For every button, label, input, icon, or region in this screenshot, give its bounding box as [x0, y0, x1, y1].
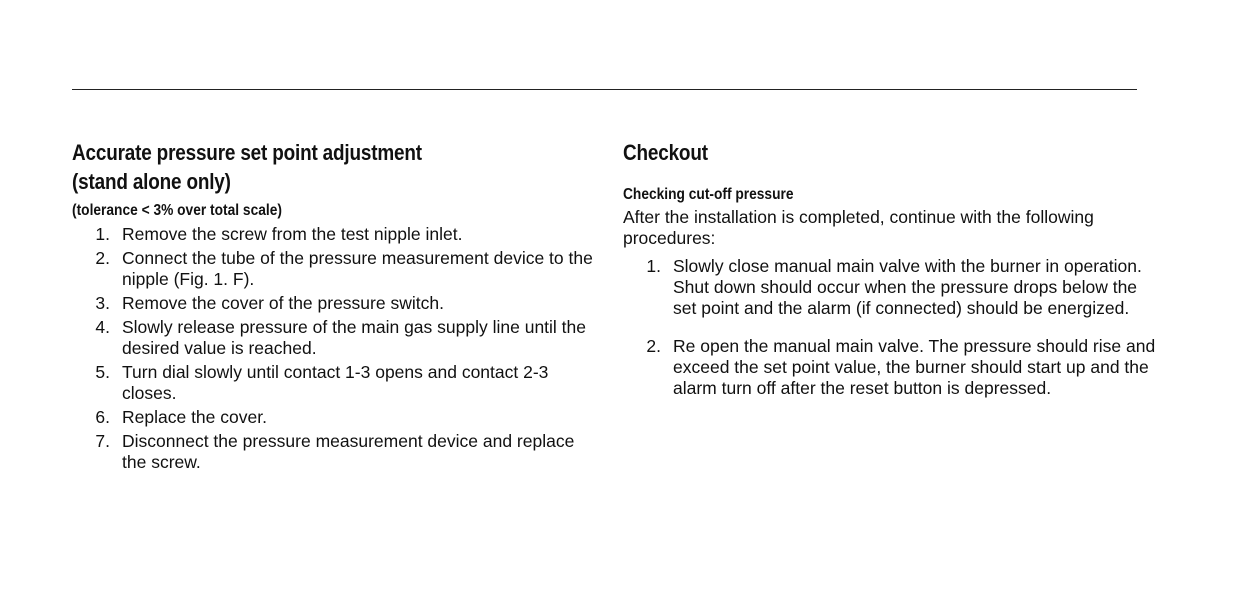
step-number: 2. — [646, 336, 661, 356]
step-number: 5. — [95, 362, 110, 382]
step-number: 7. — [95, 431, 110, 451]
step-text: Slowly close manual main valve with the burner in operation. Shut down should occur when the pressure drops below the set point and the alarm (if connected) should be energized. — [673, 256, 1142, 318]
list-item — [72, 224, 602, 245]
step-text: Replace the cover. — [122, 407, 267, 427]
title-line-1: Accurate pressure set point adjustment — [72, 140, 422, 165]
checkout-steps-list — [623, 256, 1163, 399]
list-item — [72, 317, 602, 359]
step-text: Disconnect the pressure measurement device and replace the screw. — [122, 431, 575, 472]
list-item — [623, 256, 1163, 319]
step-text: Connect the tube of the pressure measurement device to the nipple (Fig. 1. F). — [122, 248, 593, 289]
header-rule — [72, 89, 1137, 90]
right-column — [623, 138, 1163, 416]
list-item — [72, 293, 602, 314]
step-text: Slowly release pressure of the main gas supply line until the desired value is reached. — [122, 317, 586, 358]
section-title-pressure-adjustment — [72, 138, 528, 196]
list-item — [72, 407, 602, 428]
step-number: 2. — [95, 248, 110, 268]
list-item — [623, 336, 1163, 399]
step-text: Remove the screw from the test nipple inlet. — [122, 224, 463, 244]
step-number: 3. — [95, 293, 110, 313]
subsection-title-cut-off: Checking cut-off pressure — [623, 186, 794, 203]
section-title-checkout: Checkout — [623, 140, 708, 165]
step-text: Remove the cover of the pressure switch. — [122, 293, 444, 313]
list-item — [72, 362, 602, 404]
left-column — [72, 138, 602, 476]
step-number: 4. — [95, 317, 110, 337]
intro-paragraph: After the installation is completed, continue with the following procedures: — [623, 207, 1094, 248]
step-text: Turn dial slowly until contact 1-3 opens and contact 2-3 closes. — [122, 362, 549, 403]
tolerance-note: (tolerance < 3% over total scale) — [72, 202, 282, 219]
step-number: 1. — [95, 224, 110, 244]
title-line-2: (stand alone only) — [72, 169, 231, 194]
step-text: Re open the manual main valve. The pressure should rise and exceed the set point value, the burner should start up and the alarm turn off after the reset button is depressed. — [673, 336, 1156, 398]
step-number: 1. — [646, 256, 661, 276]
list-item — [72, 431, 602, 473]
list-item — [72, 248, 602, 290]
adjustment-steps-list — [72, 224, 602, 473]
step-number: 6. — [95, 407, 110, 427]
